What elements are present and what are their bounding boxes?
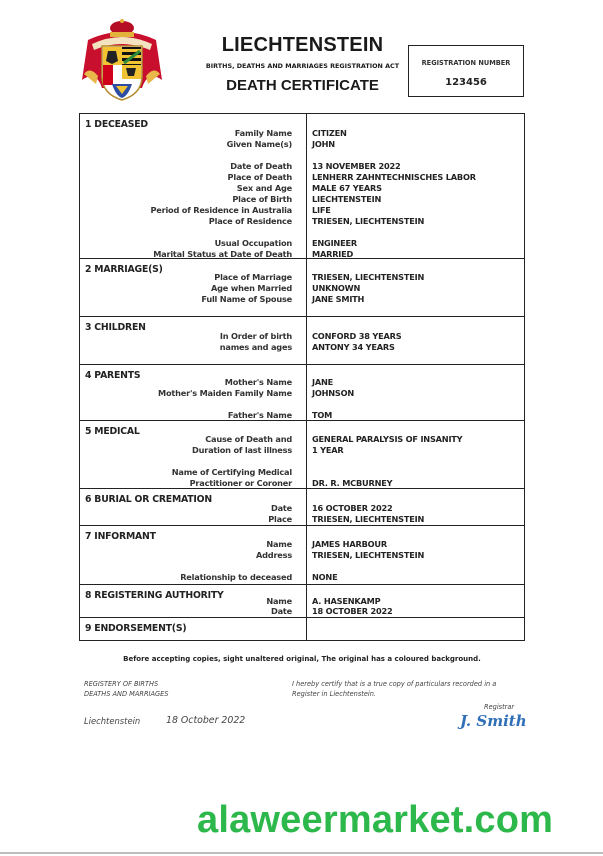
field-value: MARRIED — [312, 249, 354, 259]
field-value: GENERAL PARALYSIS OF INSANITY — [312, 434, 463, 444]
field-authority-date — [80, 606, 524, 617]
field-practitioner — [80, 478, 524, 489]
section-burial — [80, 489, 524, 526]
country-title: LIECHTENSTEIN — [221, 34, 384, 56]
field-label: Father's Name — [227, 410, 292, 420]
section-children — [80, 317, 524, 365]
field-label: Duration of last illness — [192, 445, 292, 455]
field-value: LIFE — [312, 205, 331, 215]
field-label: Full Name of Spouse — [201, 294, 292, 304]
field-usual-occupation — [80, 238, 524, 249]
field-date-of-death — [80, 161, 524, 172]
field-label: names and ages — [219, 342, 292, 352]
field-value: NONE — [312, 572, 338, 582]
field-value: 1 YEAR — [312, 445, 344, 455]
field-value: 18 OCTOBER 2022 — [312, 606, 393, 616]
registry-name — [84, 679, 168, 699]
certify-line-2: Register in Liechtenstein. — [292, 690, 377, 698]
field-place-of-residence — [80, 216, 524, 227]
field-family-name — [80, 128, 524, 139]
certify-line-1: I hereby certify that is a true copy of particulars recorded in a — [292, 680, 497, 688]
field-informant-address — [80, 550, 524, 561]
section-title: 8 REGISTERING AUTHORITY — [85, 590, 224, 601]
registration-number-label: REGISTRATION NUMBER — [421, 59, 511, 67]
field-duration-of-illness — [80, 445, 524, 456]
field-value: TRIESEN, LIECHTENSTEIN — [312, 272, 425, 282]
section-title: 4 PARENTS — [85, 370, 141, 381]
field-value: JAMES HARBOUR — [312, 539, 387, 549]
registrar-signature: J. Smith — [460, 712, 527, 730]
field-spouse-name — [80, 294, 524, 305]
field-label: Date of Death — [230, 161, 292, 171]
field-value: 13 NOVEMBER 2022 — [312, 161, 401, 171]
section-title: 1 DECEASED — [85, 119, 148, 130]
field-period-of-residence — [80, 205, 524, 216]
field-label: Place of Marriage — [214, 272, 292, 282]
field-value: TOM — [312, 410, 333, 420]
section-endorsements — [80, 618, 524, 641]
section-title: 5 MEDICAL — [85, 426, 140, 437]
issue-place: Liechtenstein — [84, 716, 141, 726]
certification-statement — [292, 679, 524, 699]
coat-of-arms-icon — [78, 18, 166, 104]
section-marriages — [80, 259, 524, 317]
section-title: 9 ENDORSEMENT(S) — [85, 623, 187, 634]
field-label: Address — [256, 550, 292, 560]
field-value: ENGINEER — [312, 238, 357, 248]
field-value: LIECHTENSTEIN — [312, 194, 382, 204]
registration-number-box — [408, 45, 524, 97]
field-value: DR. R. MCBURNEY — [312, 478, 393, 488]
field-value: ANTONY 34 YEARS — [312, 342, 395, 352]
field-label: Mother's Maiden Family Name — [158, 388, 292, 398]
section-title: 2 MARRIAGE(S) — [85, 264, 163, 275]
issue-date: 18 October 2022 — [166, 715, 246, 726]
section-parents — [80, 365, 524, 421]
section-deceased — [80, 114, 524, 259]
field-value: A. HASENKAMP — [312, 596, 381, 606]
field-relationship — [80, 572, 524, 583]
field-value: JOHN — [312, 139, 335, 149]
field-label: Age when Married — [211, 283, 292, 293]
field-label: Period of Residence in Australia — [150, 205, 292, 215]
field-burial-date — [80, 503, 524, 514]
field-fathers-name — [80, 410, 524, 421]
field-value: JOHNSON — [312, 388, 355, 398]
field-value: JANE SMITH — [312, 294, 365, 304]
field-value: CONFORD 38 YEARS — [312, 331, 402, 341]
registry-line-1: REGISTERY OF BIRTHS — [84, 680, 159, 688]
field-label: Relationship to deceased — [180, 572, 292, 582]
field-sex-and-age — [80, 183, 524, 194]
field-value: 16 OCTOBER 2022 — [312, 503, 393, 513]
field-value: TRIESEN, LIECHTENSTEIN — [312, 216, 425, 226]
field-mothers-maiden-name — [80, 388, 524, 399]
field-label: Family Name — [234, 128, 292, 138]
section-title: 3 CHILDREN — [85, 322, 146, 333]
field-label: Date — [271, 606, 292, 616]
field-label: Cause of Death and — [205, 434, 292, 444]
field-cause-of-death — [80, 434, 524, 445]
field-label: Place of Death — [227, 172, 292, 182]
field-label: Mother's Name — [224, 377, 292, 387]
field-label: Given Name(s) — [226, 139, 292, 149]
field-value: CITIZEN — [312, 128, 347, 138]
section-medical — [80, 421, 524, 489]
field-value: LENHERR ZAHNTECHNISCHES LABOR — [312, 172, 476, 182]
field-label: Place of Birth — [232, 194, 292, 204]
field-certifying-medical — [80, 467, 524, 478]
field-children-names — [80, 342, 524, 353]
field-informant-name — [80, 539, 524, 550]
field-children-order — [80, 331, 524, 342]
bottom-divider — [0, 852, 603, 854]
field-label: Practitioner or Coroner — [189, 478, 292, 488]
field-place-of-marriage — [80, 272, 524, 283]
field-value: JANE — [312, 377, 334, 387]
field-label: Date — [271, 503, 292, 513]
certificate-table — [79, 113, 525, 641]
field-label: Place — [268, 514, 292, 524]
column-divider — [306, 618, 307, 641]
field-value: TRIESEN, LIECHTENSTEIN — [312, 514, 425, 524]
authenticity-notice: Before accepting copies, sight unaltered original, The original has a coloured background. — [123, 655, 481, 663]
registrar-label: Registrar — [484, 703, 515, 711]
section-title: 6 BURIAL OR CREMATION — [85, 494, 212, 505]
field-label: Name — [266, 596, 292, 606]
field-label: Name — [266, 539, 292, 549]
field-mothers-name — [80, 377, 524, 388]
section-informant — [80, 526, 524, 585]
field-value: TRIESEN, LIECHTENSTEIN — [312, 550, 425, 560]
field-label: Usual Occupation — [214, 238, 292, 248]
field-age-when-married — [80, 283, 524, 294]
section-registering-authority — [80, 585, 524, 618]
watermark-text: alaweermarket.com — [197, 799, 554, 841]
field-place-of-death — [80, 172, 524, 183]
section-title: 7 INFORMANT — [85, 531, 156, 542]
field-burial-place — [80, 514, 524, 525]
field-place-of-birth — [80, 194, 524, 205]
field-label: Marital Status at Date of Death — [153, 249, 292, 259]
document-title: DEATH CERTIFICATE — [226, 77, 379, 94]
field-given-names — [80, 139, 524, 150]
registry-line-2: DEATHS AND MARRIAGES — [84, 690, 169, 698]
field-label: Name of Certifying Medical — [171, 467, 292, 477]
field-label: In Order of birth — [219, 331, 292, 341]
field-value: MALE 67 YEARS — [312, 183, 382, 193]
field-value: UNKNOWN — [312, 283, 361, 293]
registration-act: BIRTHS, DEATHS AND MARRIAGES REGISTRATION ACT — [205, 62, 400, 70]
field-label: Sex and Age — [236, 183, 292, 193]
field-label: Place of Residence — [208, 216, 292, 226]
registration-number-value: 123456 — [445, 77, 487, 88]
